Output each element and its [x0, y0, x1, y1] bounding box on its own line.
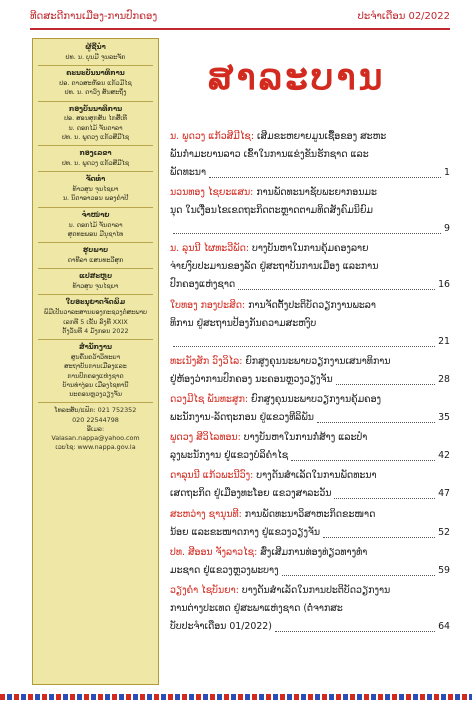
toc-entry[interactable]: [170, 353, 450, 389]
toc-dot-leader: [173, 345, 435, 347]
header-rule: [30, 28, 450, 30]
issue-label: ປະຈໍາເດືອນ 02/2022: [357, 11, 450, 22]
masthead-section: [38, 298, 153, 336]
masthead-line: 020 22544798: [72, 415, 119, 424]
toc-entry-text: ບັບປະຈໍາເດືອນ 01/2022): [170, 620, 272, 632]
toc-entry-page-row: [170, 618, 450, 636]
masthead-divider: [38, 65, 153, 66]
masthead-line: ບ້ານທ່າງ່ອນ ເມືອງໄຊທານີ: [62, 380, 129, 389]
toc-entry-author: ນ. ພູດວງ ແກ້ວສີມີໄຊ:: [170, 131, 254, 142]
toc-entry-text: ພະນັກງານ-ລັດຖະກອນ ຢູ່ແຂວງທີລິພັນ: [170, 411, 314, 423]
toc-entry[interactable]: [170, 391, 450, 427]
toc-page-number: 47: [438, 488, 450, 500]
toc-entry-text: ຍົກສູງຄຸນນະພາບວຽກງານຄຸ້ມຄອງ: [251, 393, 382, 405]
page-header: [30, 8, 450, 30]
toc-entry-page-row: [170, 447, 450, 465]
masthead-section: [38, 69, 153, 97]
masthead-divider: [38, 268, 153, 269]
masthead-line: ທ້າວສຸນ ຈຸນໄຊຍາ: [72, 282, 119, 291]
toc-entry-text: ບາງບັນຫາໃນການຄຸ້ມຄອງລາຍ: [252, 243, 369, 255]
toc-page-number: 1: [444, 167, 450, 178]
toc-dot-leader: [334, 497, 435, 499]
toc-entry-text: ຢູ່ຫ້ອງວ່າການປົກຄອງ ນະຄອນຫຼວງວຽງຈັນ: [170, 373, 333, 385]
toc-dot-leader: [323, 536, 435, 538]
toc-entry[interactable]: [170, 184, 450, 238]
masthead-divider: [38, 145, 153, 146]
toc-entry-line: [170, 258, 450, 276]
masthead-section-title: ກອງເລຂາ: [79, 149, 112, 158]
masthead-divider: [38, 242, 153, 243]
toc-entry[interactable]: [170, 544, 450, 580]
toc-entry-author: ດວງມີໄຊ ພັນທະສູກ:: [170, 393, 249, 405]
toc-page-number: 59: [438, 564, 450, 576]
toc-entry-text: ລຸງພະນັກງານ ຢູ່ແຂວງບໍລິຄໍາໄຊ: [170, 450, 289, 462]
toc-entry-text: ທິການ ຢູ່ສະຖານປ້ອງກັນຄວາມສະຫງົບ: [170, 317, 317, 329]
toc-dot-leader: [336, 383, 435, 385]
toc-entry-page-row: [170, 333, 450, 351]
toc-entry-text: ພັດທະນາ: [170, 167, 207, 178]
masthead-line: ເວບໄຊ: www.nappa.gov.la: [55, 443, 136, 452]
masthead-line: ນະຄອນຫຼວງວຽງຈັນ: [69, 390, 122, 399]
masthead-divider: [38, 339, 153, 340]
toc-entry-line: [170, 544, 450, 562]
masthead-divider: [38, 171, 153, 172]
toc-entry-line: [170, 315, 450, 333]
masthead-line: ນ. ດອກໄມ້ ຈັນດາລາ: [68, 123, 123, 132]
masthead-line: ເລກທີ 5 ເຂັ້ນ ລົງທີ XXIX: [63, 317, 128, 326]
masthead-divider: [38, 101, 153, 102]
toc-entry-author: ນວນທອງ ໄຊຍະແສນ:: [170, 187, 254, 199]
toc-entry-text: ພັນກໍາມະບານລາວ ເຂົ້າໃນການແຂ່ງຂັນຮັກຊາດ ແລະ: [170, 149, 369, 160]
toc-entry-author: ດາລຸນນີ ແກ້ວພະນີວົງ:: [170, 470, 254, 482]
toc-entry-author: ວຽງຄໍາ ໄຊບັນຍາ:: [170, 584, 239, 596]
toc-entry-page-row: [170, 164, 450, 182]
masthead-line: ນ. ນິດາອາວອນ ພອງຄໍາປີ: [62, 194, 129, 203]
toc-entry-text: ການຕ່າງປະເທດ ຢູ່ສະພາແຫ່ງຊາດ (ຕໍ່ຈາກສະ: [170, 602, 343, 614]
masthead-line: ປທ. ນ. ພູດວງ ແກ້ວສີມີໄຊ: [61, 132, 130, 141]
toc-entry-text: ການຈັດຕັ້ງປະຕິບັດວຽກງານພະລາ: [248, 299, 376, 311]
masthead-line: ປອ. ດາວສະຫັອນ ແກ້ວມີໄຊ: [59, 78, 132, 87]
toc-entry-line: [170, 600, 450, 618]
toc-entry-text: ປົກຄອງແຫ່ງຊາດ: [170, 279, 236, 291]
toc-entry-page-row: [170, 485, 450, 503]
masthead-line: ດາທີລາ ແສນທະວີສຸກ: [67, 256, 124, 264]
masthead-divider: [38, 402, 153, 403]
masthead-divider: [38, 207, 153, 208]
toc-dot-leader: [291, 459, 435, 461]
toc-entry-text: ການພັດທະນາຊັບພະຍາກອນມະ: [256, 187, 377, 199]
masthead-section: [38, 272, 153, 291]
toc-entry-text: ບາງດັນສໍາເລັດໃນການປະຕິບັດວຽກງານ: [241, 584, 391, 596]
toc-entry-page-row: [170, 562, 450, 580]
masthead-line: ສູນຄົ້ນຄວ້າວິທະຍາ: [70, 352, 121, 361]
toc-entry-author: ນ. ລຸນນີ ໄຜທະວີພັດ:: [170, 243, 250, 255]
masthead-section: [38, 149, 153, 168]
toc-entry-line: [170, 297, 450, 315]
toc-entry-text: ສົ່ງເສີມການທ່ອງທ່ຽວທາງທໍາ: [260, 546, 368, 558]
toc-title: ສາລະບານ: [208, 56, 386, 98]
masthead-line: ອີເມລ:: [86, 424, 105, 433]
toc-entry-line: [170, 429, 450, 447]
toc-entry[interactable]: [170, 467, 450, 503]
toc-entry-author: ພູດວງ ສີວິໄລທອນ:: [170, 432, 241, 444]
masthead-section-title: ກອງບັນນາທິການ: [68, 104, 123, 113]
toc-entry[interactable]: [170, 240, 450, 294]
toc-entry-author: ປທ. ສີອອນ ຈັງລາວໄຊ:: [170, 546, 258, 558]
toc-entry-page-row: [170, 409, 450, 427]
toc-entry-text: ນ້ອຍ ແລະຂະໜາດກາງ ຢູ່ແຂວງວຽງຈັນ: [170, 526, 321, 538]
toc-page-number: 16: [438, 279, 450, 291]
toc-entry-line: [170, 582, 450, 600]
toc-entry-line: [170, 128, 450, 146]
toc-dot-leader: [275, 630, 435, 632]
toc-entries: [170, 128, 450, 638]
masthead-section-title: ສໍານັກງານ: [78, 343, 113, 352]
masthead-section-title: ຈັດທໍາ: [85, 175, 106, 184]
masthead-section: [38, 175, 153, 203]
toc-entry-page-row: [170, 276, 450, 294]
masthead-section-title: ຈໍາໜ່າຍ: [81, 210, 110, 219]
masthead-line: ປອ. ສອນສຸກສັນ ໄກສີ້ເທີ: [64, 114, 127, 123]
masthead-sidebar: [32, 38, 159, 685]
masthead-section: [38, 246, 153, 265]
toc-entry-text: ການພັດທະນາວິສາຫະກິດຂະໜາດ: [244, 508, 376, 520]
toc-entry-line: [170, 353, 450, 371]
masthead-line: ປທ. ນ. ບຸນມີ ຈຸນລະຈັກ: [65, 52, 126, 61]
masthead-line: ສະຖາບັນການເມືອງແລະ: [64, 362, 127, 371]
toc-entry[interactable]: [170, 582, 450, 636]
toc-dot-leader: [317, 421, 435, 423]
toc-entry-text: ຍົກສູງຄຸນນະພາບວຽກງານເສນາທິການ: [245, 355, 391, 367]
toc-dot-leader: [238, 288, 435, 290]
masthead-line: ໂທລະສັບ/ແຟັກ: 021 752352: [54, 406, 137, 415]
journal-name: ທີດສະດີການເມືອງ-ການປົກຄອງ: [30, 11, 158, 22]
masthead-section: [38, 343, 153, 399]
toc-entry-text: ນຸດ ໃນເງື່ອນໄຂເຂດຖະກິດຕະຫຼາດຕາມທິດສັງຄົມນິຍົມ: [170, 205, 373, 217]
toc-entry-text: ຈ່າຍງົບປະມານຂອງລັດ ຢູ່ສະຖາບັນການເມືອງ ແລະການ: [170, 261, 379, 273]
toc-entry-text: ບາງບັນຫາໃນການກໍ່ສ້າງ ແລະປໍາ: [243, 432, 368, 444]
masthead-line: ສຸດທະພອນ ມີນຸຊາໄທ: [67, 229, 124, 238]
masthead-line: ປທ. ນ. ພູດວງ ແກ້ວສີມີໄຊ: [61, 159, 130, 168]
masthead-content: [33, 39, 158, 453]
toc-entry-text: ເສດຖະກິດ ຢູ່ເມືອງທະໂອຍ ແຂວງສາລະວັນ: [170, 488, 332, 500]
toc-entry[interactable]: [170, 506, 450, 542]
toc-page-number: 42: [438, 450, 450, 462]
toc-dot-leader: [209, 176, 441, 178]
toc-entry-page-row: [170, 220, 450, 238]
masthead-line: ປທ. ນ. ດາວົງ ສັນສະຖິ່ງ: [64, 88, 127, 97]
toc-entry-line: [170, 240, 450, 258]
toc-entry-line: [170, 506, 450, 524]
toc-page-number: 9: [444, 223, 450, 235]
masthead-section-title: ຮູບພາບ: [82, 246, 109, 255]
masthead-section: [38, 406, 153, 452]
toc-entry-line: [170, 202, 450, 220]
toc-entry-author: ສະຫວ່າງ ຊານຸນທີ:: [170, 508, 242, 520]
masthead-line: ການປົກຄອງແຫ່ງຊາດ: [67, 371, 124, 380]
toc-page-number: 21: [438, 335, 450, 347]
masthead-section-title: ຜູ້ຊີ້ນໍາ: [85, 43, 106, 51]
toc-entry-line: [170, 467, 450, 485]
toc-entry-text: ບາງດັນສໍາເລັດໃນການພັດທະນາ: [256, 470, 377, 482]
toc-entry-text: ເສີມຂະຫຍາຍມູນເຊື້ອຂອງ ສະຫະ: [256, 131, 387, 142]
toc-entry-line: [170, 146, 450, 164]
table-of-contents: [170, 40, 450, 700]
masthead-divider: [38, 294, 153, 295]
toc-page-number: 35: [438, 411, 450, 423]
masthead-line: ນ. ດອກໄມ້ ຈັນດາລາ: [68, 220, 123, 229]
masthead-section: [38, 105, 153, 143]
toc-entry-author: ໃບທອງ ກອງປະສິດ:: [170, 299, 246, 311]
toc-entry-page-row: [170, 371, 450, 389]
toc-entry[interactable]: [170, 297, 450, 351]
toc-entry-text: ມະຊາດ ຢູ່ແຂວງຫຼວງພະບາງ: [170, 564, 279, 576]
masthead-section: [38, 43, 153, 62]
footer-stripe: [0, 694, 472, 700]
toc-page-number: 28: [438, 373, 450, 385]
masthead-section-title: ໃບອະນຸຍາດຈັດພິມ: [65, 298, 126, 307]
toc-dot-leader: [282, 574, 435, 576]
toc-entry[interactable]: [170, 429, 450, 465]
masthead-line: ຕັ້ງວັນທີ 4 ມັງກອນ 2022: [62, 326, 129, 335]
masthead-section: [38, 211, 153, 239]
toc-entry-page-row: [170, 524, 450, 542]
masthead-line: ພິມີເປັນວາລະສານຍອງກະຊວງຕໍ່ສະພາບ: [43, 308, 148, 317]
masthead-section-title: ແປສະຫຼບ: [78, 272, 113, 281]
toc-entry-line: [170, 391, 450, 409]
toc-entry-author: ທະເນັງສັກ ວົງວິໄລ:: [170, 355, 243, 367]
masthead-line: Valasan.nappa@yahoo.com: [51, 434, 140, 443]
toc-entry[interactable]: [170, 128, 450, 182]
toc-page-number: 64: [438, 620, 450, 632]
masthead-section-title: ຄະນະບັນນາທິການ: [66, 69, 125, 78]
masthead-line: ທ້າວສຸນ ຈຸນໄຊຍາ: [72, 185, 119, 194]
toc-page-number: 52: [438, 526, 450, 538]
toc-dot-leader: [173, 232, 441, 234]
toc-entry-line: [170, 184, 450, 202]
